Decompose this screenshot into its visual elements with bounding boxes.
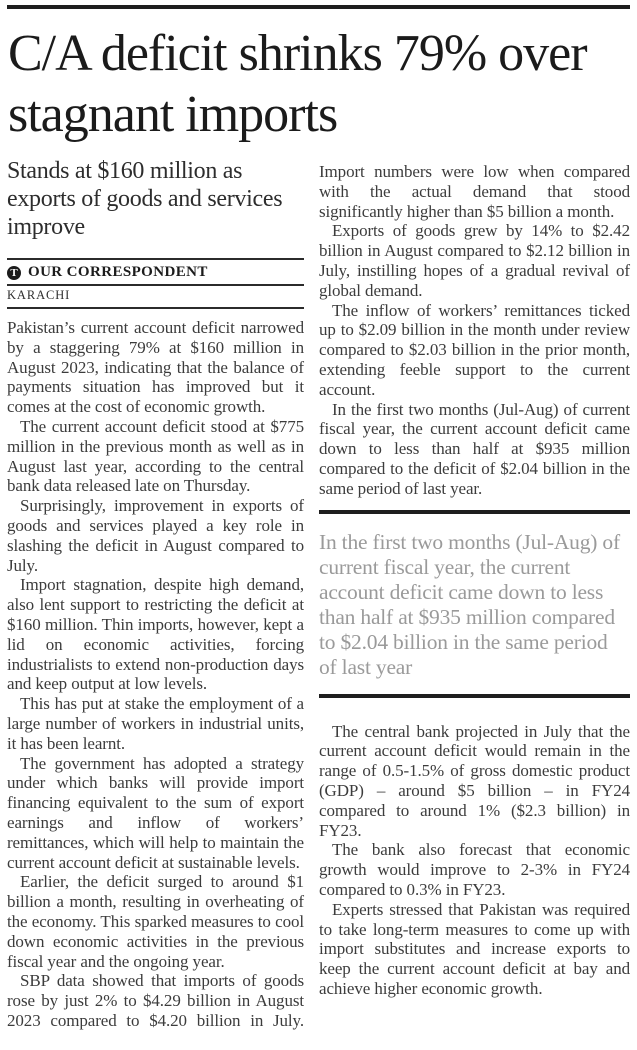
article-paragraph: Experts stressed that Pakistan was required to take long-term measures to come up with import substitutes and increase exports to keep the current account deficit at bay and achieve higher economic growth. — [319, 899, 630, 998]
article-subhead: Stands at $160 million as exports of goods and services improve — [7, 158, 283, 240]
article-paragraph: Exports of goods grew by 14% to $2.42 billion in August compared to $2.12 billion in July, instilling hopes of a gradual revival of global demand. — [319, 221, 630, 300]
article-paragraph: The inflow of workers’ remittances ticked up to $2.09 billion in the month under review compared to $2.03 billion in the prior month, extending feeble support to the current account. — [319, 300, 630, 399]
article-paragraph: In the first two months (Jul-Aug) of current fiscal year, the current account deficit came down to less than half at $935 million compared to the deficit of $2.04 billion in the same period of last year. — [319, 399, 630, 498]
tribune-t-icon: T — [7, 266, 21, 280]
pull-quote — [319, 510, 630, 698]
article-paragraph: Earlier, the deficit surged to around $1 billion a month, resulting in overheating of the economy. This sparked measures to cool down economic activities in the previous fiscal year and the ongoing year. — [7, 872, 304, 971]
article-headline: C/A deficit shrinks 79% over stagnant imports — [8, 25, 587, 143]
newspaper-page — [0, 5, 637, 1050]
right-column-bottom-body — [319, 722, 630, 999]
article-paragraph: The central bank projected in July that the current account deficit would remain in the range of 0.5-1.5% of gross domestic product (GDP) – around $5 billion – in FY24 compared to around 1% ($2.3 billion) in FY23. — [319, 721, 630, 840]
article-columns — [7, 157, 630, 1031]
article-paragraph: SBP data showed that imports of goods rose by just 2% to $4.29 billion in August 2023 compared to $4.20 billion in July. — [7, 971, 304, 1030]
left-column — [7, 157, 304, 1031]
right-column — [319, 157, 630, 999]
article-paragraph: The government has adopted a strategy under which banks will provide import financing equivalent to the sum of export earnings and inflow of workers’ remittances, which will help to maintain the current account deficit at sustainable levels. — [7, 753, 304, 872]
article-paragraph: Pakistan’s current account deficit narrowed by a staggering 79% at $160 million in August 2023, indicating that the balance of payments situation has improved but it comes at the cost of economic growth. — [7, 318, 304, 417]
byline-block — [7, 258, 304, 309]
byline-row — [7, 260, 304, 286]
pull-quote-text: In the first two months (Jul-Aug) of current fiscal year, the current account deficit came down to less than half at $935 million compared to $2.04 billion in the same period of last year — [319, 529, 620, 679]
article-paragraph: The bank also forecast that economic growth would improve to 2-3% in FY24 compared to 0.3% in FY23. — [319, 840, 630, 899]
article-paragraph: The current account deficit stood at $775 million in the previous month as well as in August last year, according to the central bank data released late on Thursday. — [7, 416, 304, 496]
byline-location: KARACHI — [7, 286, 304, 309]
article-paragraph: Import stagnation, despite high demand, also lent support to restricting the deficit at $160 million. Thin imports, however, kept a lid on economic activities, forcing industrialists to extend non-production days and keep output at low levels. — [7, 575, 304, 694]
article-paragraph: Surprisingly, improvement in exports of goods and services played a key role in slashing the deficit in August compared to July. — [7, 496, 304, 575]
left-column-body — [7, 318, 304, 1031]
article-paragraph: This has put at stake the employment of a large number of workers in industrial units, it has been learnt. — [7, 694, 304, 753]
article-paragraph: Import numbers were low when compared with the actual demand that stood significantly higher than $5 billion a month. — [319, 162, 630, 221]
right-column-top-body — [319, 162, 630, 499]
byline-author: OUR CORRESPONDENT — [28, 264, 208, 280]
masthead-top-rule — [7, 5, 630, 9]
